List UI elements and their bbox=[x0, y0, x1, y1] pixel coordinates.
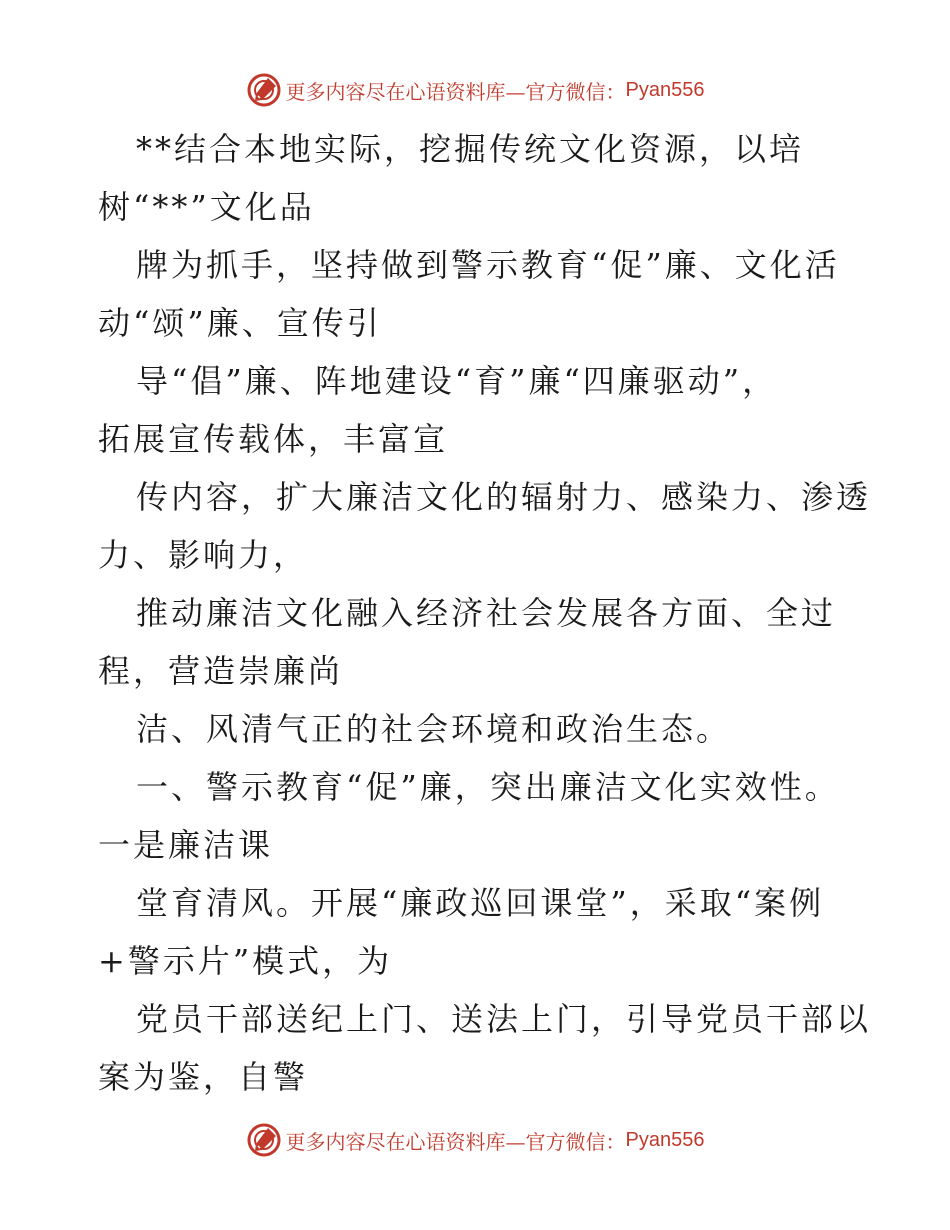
header-banner-wechat-label: —官方微信： bbox=[505, 79, 626, 104]
text-line: 力、影响力， bbox=[98, 536, 309, 574]
footer-banner bbox=[0, 1118, 950, 1162]
text-line: +警示片”模式，为 bbox=[98, 942, 393, 980]
text-line: 党员干部送纪上门、送法上门，引导党员干部以 bbox=[136, 1000, 872, 1038]
footer-banner-wechat-id: Pyan556 bbox=[625, 1128, 705, 1151]
text-line: 洁、风清气正的社会环境和政治生态。 bbox=[136, 710, 732, 748]
text-line: 树“**”文化品 bbox=[98, 188, 315, 226]
text-line: 一是廉洁课 bbox=[98, 826, 274, 864]
header-banner bbox=[0, 68, 950, 112]
text-line: 程，营造崇廉尚 bbox=[98, 652, 344, 690]
section-heading: 一、警示教育“促”廉，突出廉洁文化实效性。 bbox=[136, 768, 840, 806]
header-banner-text: 更多内容尽在心语资料库 bbox=[285, 79, 506, 104]
text-line: 堂育清风。开展“廉政巡回课堂”，采取“案例 bbox=[136, 884, 825, 922]
document-body bbox=[98, 120, 872, 1106]
text-line: 牌为抓手，坚持做到警示教育“促”廉、文化活 bbox=[136, 246, 840, 284]
text-line: 传内容，扩大廉洁文化的辐射力、感染力、渗透 bbox=[136, 478, 872, 516]
text-line: 导“倡”廉、阵地建设“育”廉“四廉驱动”， bbox=[136, 362, 778, 400]
footer-banner-wechat-label: —官方微信： bbox=[505, 1129, 626, 1154]
header-banner-wechat-id: Pyan556 bbox=[625, 78, 705, 101]
text-line: 推动廉洁文化融入经济社会发展各方面、全过 bbox=[136, 594, 837, 632]
pen-circle-logo-icon bbox=[246, 1122, 282, 1158]
text-line: 拓展宣传载体，丰富宣 bbox=[98, 420, 449, 458]
text-line: 案为鉴，自警 bbox=[98, 1058, 309, 1096]
text-line: 动“颂”廉、宣传引 bbox=[98, 304, 382, 342]
text-line: **结合本地实际，挖掘传统文化资源，以培 bbox=[136, 130, 805, 168]
footer-banner-text: 更多内容尽在心语资料库 bbox=[285, 1129, 506, 1154]
pen-circle-logo-icon bbox=[246, 72, 282, 108]
